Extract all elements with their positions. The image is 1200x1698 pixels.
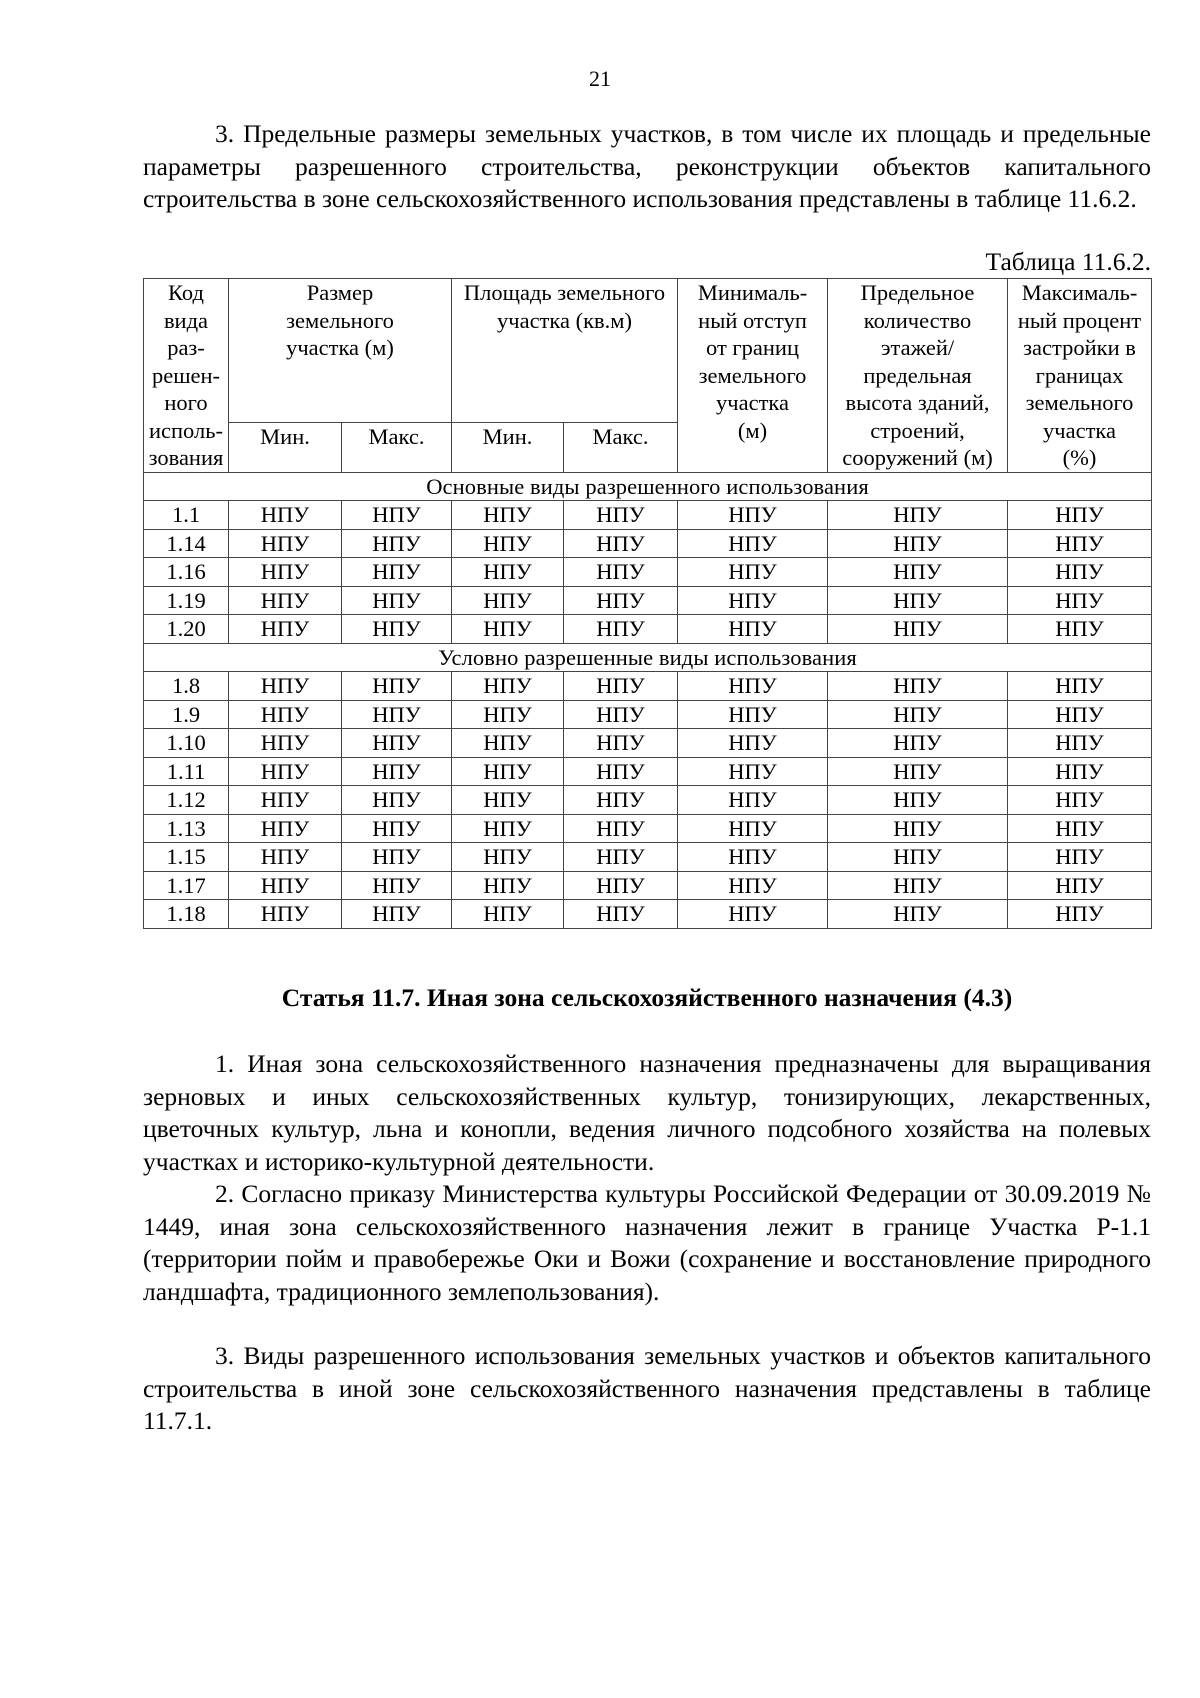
value-cell: НПУ	[342, 672, 452, 701]
table-row	[144, 757, 1152, 786]
header-line: (%)	[1062, 445, 1097, 470]
header-area-max: Макс.	[564, 423, 678, 472]
header-code	[144, 279, 229, 473]
value-cell: НПУ	[678, 757, 828, 786]
value-cell: НПУ	[342, 529, 452, 558]
header-line: ный процент	[1017, 307, 1142, 333]
value-cell: НПУ	[564, 672, 678, 701]
header-line: от границ	[706, 335, 800, 360]
header-line: зования	[148, 445, 224, 470]
value-cell: НПУ	[828, 615, 1008, 644]
value-cell: НПУ	[229, 786, 342, 815]
value-cell: НПУ	[828, 786, 1008, 815]
value-cell: НПУ	[452, 615, 564, 644]
header-line: Предельное	[860, 280, 975, 305]
header-line: ного	[164, 390, 208, 415]
paragraph-limits-intro: 3. Предельные размеры земельных участков, в том числе их площадь и предельные параметры разрешенного строительства, реконструкции объектов капитального строительства в зоне сельскохозяйственного использования представлены в таблице 11.6.2.	[143, 119, 1151, 213]
value-cell: НПУ	[564, 871, 678, 900]
value-cell: НПУ	[1008, 700, 1152, 729]
value-cell: НПУ	[229, 615, 342, 644]
header-line: Размер	[306, 280, 374, 305]
value-cell: НПУ	[828, 586, 1008, 615]
value-cell: НПУ	[452, 900, 564, 929]
value-cell: НПУ	[678, 786, 828, 815]
table-row	[144, 729, 1152, 758]
header-line: количество	[863, 307, 972, 333]
value-cell: НПУ	[342, 843, 452, 872]
value-cell: НПУ	[678, 900, 828, 929]
header-line: участка (кв.м)	[497, 307, 632, 333]
table-row	[144, 529, 1152, 558]
value-cell: НПУ	[564, 529, 678, 558]
paragraph-usage-types: 3. Виды разрешенного использования земельных участков и объектов капитального строительства в иной зоне сельскохозяйственного назначения представлены в таблице 11.7.1.	[143, 1341, 1151, 1435]
value-cell: НПУ	[678, 871, 828, 900]
value-cell: НПУ	[342, 501, 452, 530]
table-row	[144, 814, 1152, 843]
value-cell: НПУ	[342, 586, 452, 615]
header-line: предельная	[863, 362, 972, 388]
value-cell: НПУ	[828, 757, 1008, 786]
value-cell: НПУ	[678, 615, 828, 644]
value-cell: НПУ	[564, 786, 678, 815]
table-row	[144, 558, 1152, 587]
usage-code-cell: 1.8	[144, 672, 229, 701]
header-area-min: Мин.	[452, 423, 564, 472]
table-caption: Таблица 11.6.2.	[985, 247, 1151, 276]
value-cell: НПУ	[452, 501, 564, 530]
value-cell: НПУ	[1008, 900, 1152, 929]
value-cell: НПУ	[564, 501, 678, 530]
page-number: 21	[589, 66, 611, 91]
usage-code-cell: 1.20	[144, 615, 229, 644]
header-line: решен-	[151, 362, 221, 388]
value-cell: НПУ	[452, 558, 564, 587]
header-size-min: Мин.	[229, 423, 342, 472]
value-cell: НПУ	[1008, 757, 1152, 786]
usage-code-cell: 1.19	[144, 586, 229, 615]
value-cell: НПУ	[1008, 501, 1152, 530]
value-cell: НПУ	[342, 700, 452, 729]
value-cell: НПУ	[564, 586, 678, 615]
value-cell: НПУ	[342, 757, 452, 786]
value-cell: НПУ	[452, 700, 564, 729]
header-line: сооружений (м)	[842, 445, 993, 470]
table-body	[144, 472, 1152, 928]
value-cell: НПУ	[828, 871, 1008, 900]
table-row	[144, 871, 1152, 900]
value-cell: НПУ	[1008, 814, 1152, 843]
value-cell: НПУ	[828, 501, 1008, 530]
table-row	[144, 586, 1152, 615]
value-cell: НПУ	[828, 843, 1008, 872]
value-cell: НПУ	[678, 586, 828, 615]
usage-code-cell: 1.1	[144, 501, 229, 530]
value-cell: НПУ	[564, 843, 678, 872]
value-cell: НПУ	[828, 672, 1008, 701]
table-row	[144, 700, 1152, 729]
value-cell: НПУ	[342, 558, 452, 587]
table-row	[144, 786, 1152, 815]
value-cell: НПУ	[452, 814, 564, 843]
section-row	[144, 643, 1152, 672]
value-cell: НПУ	[678, 814, 828, 843]
value-cell: НПУ	[229, 729, 342, 758]
header-max-floors-height	[828, 279, 1008, 473]
usage-code-cell: 1.15	[144, 843, 229, 872]
value-cell: НПУ	[1008, 729, 1152, 758]
usage-code-cell: 1.12	[144, 786, 229, 815]
value-cell: НПУ	[452, 586, 564, 615]
header-line: вида	[163, 307, 209, 333]
value-cell: НПУ	[229, 757, 342, 786]
header-size-max: Макс.	[342, 423, 452, 472]
value-cell: НПУ	[828, 814, 1008, 843]
header-line: исполь-	[148, 417, 223, 443]
value-cell: НПУ	[229, 900, 342, 929]
value-cell: НПУ	[678, 529, 828, 558]
value-cell: НПУ	[1008, 615, 1152, 644]
header-line: высота зданий,	[845, 390, 990, 415]
value-cell: НПУ	[229, 529, 342, 558]
value-cell: НПУ	[678, 558, 828, 587]
value-cell: НПУ	[828, 729, 1008, 758]
header-line: этажей/	[880, 335, 955, 360]
value-cell: НПУ	[678, 672, 828, 701]
value-cell: НПУ	[678, 700, 828, 729]
value-cell: НПУ	[452, 757, 564, 786]
table-row	[144, 900, 1152, 929]
value-cell: НПУ	[564, 900, 678, 929]
value-cell: НПУ	[452, 729, 564, 758]
value-cell: НПУ	[452, 871, 564, 900]
header-min-setback	[678, 279, 828, 473]
header-line: участка	[716, 390, 789, 415]
value-cell: НПУ	[678, 843, 828, 872]
value-cell: НПУ	[828, 558, 1008, 587]
header-line: ный отступ	[698, 307, 807, 333]
section-row	[144, 472, 1152, 501]
usage-code-cell: 1.11	[144, 757, 229, 786]
usage-code-cell: 1.18	[144, 900, 229, 929]
value-cell: НПУ	[342, 871, 452, 900]
header-line: участка (м)	[286, 335, 394, 360]
header-line: Площадь земельного	[463, 280, 666, 305]
header-line: участка	[1043, 417, 1116, 443]
value-cell: НПУ	[342, 729, 452, 758]
value-cell: НПУ	[1008, 871, 1152, 900]
usage-code-cell: 1.16	[144, 558, 229, 587]
header-line: Максималь-	[1021, 280, 1138, 305]
header-line: строений,	[870, 417, 965, 443]
usage-code-cell: 1.17	[144, 871, 229, 900]
table-row	[144, 615, 1152, 644]
paragraph-ministry-order: 2. Согласно приказу Министерства культуры Российской Федерации от 30.09.2019 № 1449, иная зона сельскохозяйственного назначения лежит в границе Участка Р-1.1 (территории пойм и правобережье Оки и Вожи (сохранение и восстановление природного ландшафта, традиционного землепользования).	[143, 1179, 1151, 1306]
header-line: застройки в	[1023, 335, 1136, 360]
value-cell: НПУ	[564, 814, 678, 843]
value-cell: НПУ	[452, 843, 564, 872]
value-cell: НПУ	[564, 757, 678, 786]
value-cell: НПУ	[229, 558, 342, 587]
value-cell: НПУ	[342, 900, 452, 929]
value-cell: НПУ	[678, 729, 828, 758]
value-cell: НПУ	[229, 672, 342, 701]
value-cell: НПУ	[229, 700, 342, 729]
header-line: раз-	[167, 335, 205, 360]
header-line: земельного	[698, 362, 807, 388]
value-cell: НПУ	[452, 786, 564, 815]
value-cell: НПУ	[452, 529, 564, 558]
value-cell: НПУ	[828, 900, 1008, 929]
value-cell: НПУ	[564, 615, 678, 644]
value-cell: НПУ	[229, 586, 342, 615]
usage-code-cell: 1.10	[144, 729, 229, 758]
value-cell: НПУ	[564, 700, 678, 729]
value-cell: НПУ	[342, 786, 452, 815]
section-title: Основные виды разрешенного использования	[144, 472, 1152, 501]
limits-table	[143, 278, 1152, 929]
value-cell: НПУ	[229, 843, 342, 872]
value-cell: НПУ	[828, 700, 1008, 729]
value-cell: НПУ	[678, 501, 828, 530]
usage-code-cell: 1.9	[144, 700, 229, 729]
value-cell: НПУ	[1008, 843, 1152, 872]
value-cell: НПУ	[452, 672, 564, 701]
header-line: земельного	[286, 307, 394, 333]
usage-code-cell: 1.13	[144, 814, 229, 843]
value-cell: НПУ	[1008, 558, 1152, 587]
paragraph-zone-purpose: 1. Иная зона сельскохозяйственного назначения предназначены для выращивания зерновых и иных сельскохозяйственных культур, тонизирующих, лекарственных, цветочных культур, льна и конопли, ведения личного подсобного хозяйства на полевых участках и историко-культурной деятельности.	[143, 1049, 1151, 1176]
value-cell: НПУ	[1008, 786, 1152, 815]
header-max-coverage	[1008, 279, 1152, 473]
table-row	[144, 501, 1152, 530]
header-line: Минималь-	[697, 280, 808, 305]
value-cell: НПУ	[564, 729, 678, 758]
table-row	[144, 672, 1152, 701]
header-line: (м)	[737, 417, 768, 443]
value-cell: НПУ	[229, 871, 342, 900]
header-plot-size	[229, 279, 452, 423]
value-cell: НПУ	[229, 501, 342, 530]
article-heading: Статья 11.7. Иная зона сельскохозяйственного назначения (4.3)	[281, 983, 1013, 1012]
usage-code-cell: 1.14	[144, 529, 229, 558]
value-cell: НПУ	[1008, 529, 1152, 558]
value-cell: НПУ	[1008, 586, 1152, 615]
table-row	[144, 843, 1152, 872]
header-plot-area	[452, 279, 678, 423]
value-cell: НПУ	[342, 814, 452, 843]
value-cell: НПУ	[342, 615, 452, 644]
header-line: Код	[168, 280, 204, 305]
header-line: границах	[1035, 362, 1124, 388]
value-cell: НПУ	[1008, 672, 1152, 701]
value-cell: НПУ	[828, 529, 1008, 558]
value-cell: НПУ	[229, 814, 342, 843]
header-line: земельного	[1025, 390, 1134, 415]
value-cell: НПУ	[564, 558, 678, 587]
section-title: Условно разрешенные виды использования	[144, 643, 1152, 672]
